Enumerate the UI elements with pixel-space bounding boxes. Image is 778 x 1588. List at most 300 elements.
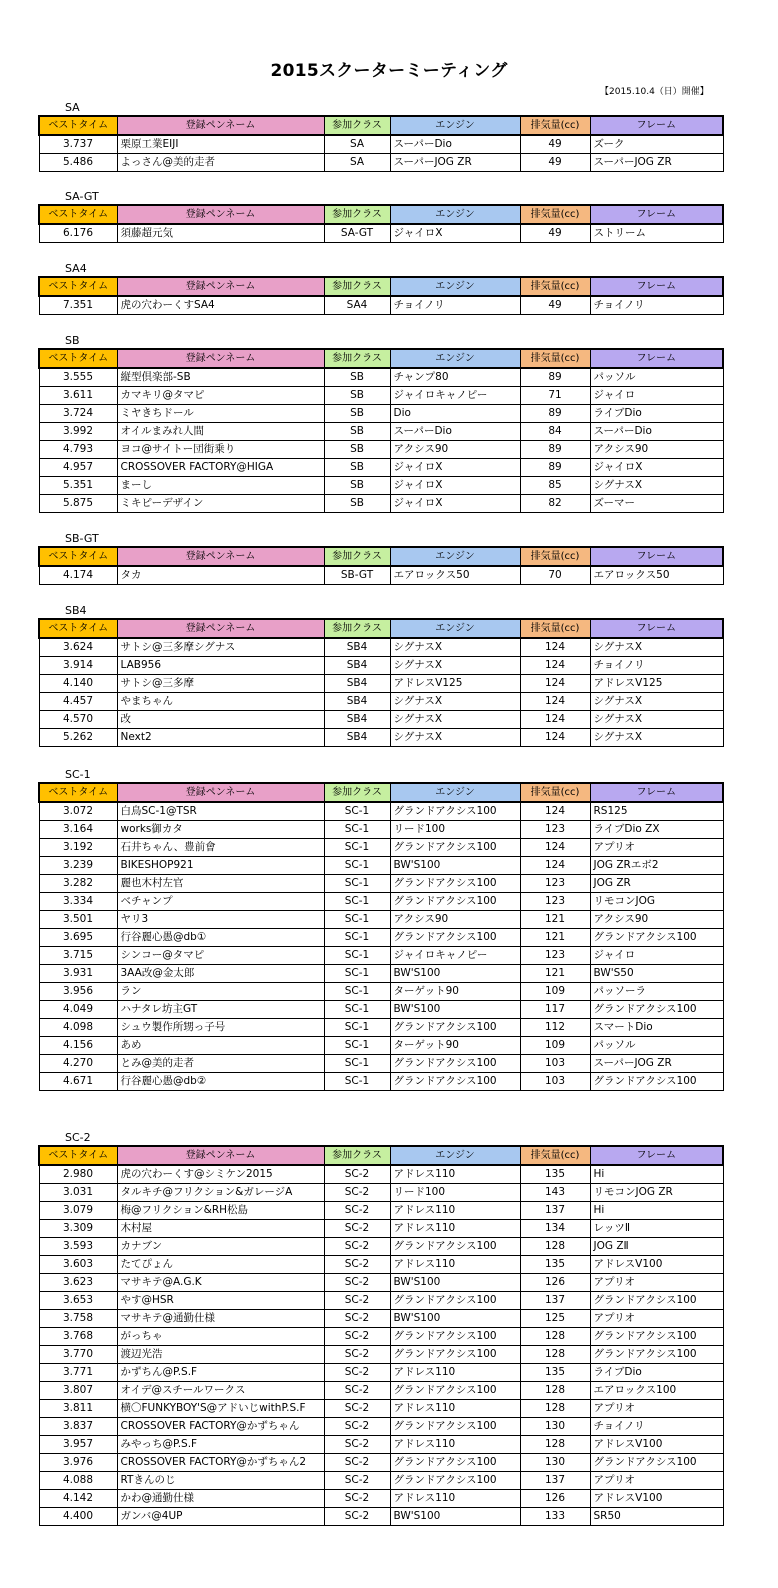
cell-displacement: 124 bbox=[520, 802, 590, 821]
cell-displacement: 125 bbox=[520, 1310, 590, 1328]
table-row bbox=[39, 1472, 723, 1490]
cell-engine: シグナスX bbox=[390, 638, 520, 657]
table-row bbox=[39, 1382, 723, 1400]
results-table bbox=[38, 618, 724, 747]
cell-displacement: 70 bbox=[520, 566, 590, 585]
table-row bbox=[39, 1454, 723, 1472]
table-row bbox=[39, 675, 723, 693]
cell-engine: Dio bbox=[390, 405, 520, 423]
cell-best-time: 3.603 bbox=[39, 1256, 117, 1274]
cell-frame: アドレスV100 bbox=[590, 1436, 723, 1454]
column-header-class: 参加クラス bbox=[324, 349, 390, 368]
section-title: SC-2 bbox=[65, 1131, 91, 1144]
cell-best-time: 7.351 bbox=[39, 296, 117, 315]
results-table bbox=[38, 782, 724, 1091]
class-section bbox=[38, 1130, 722, 1526]
cell-engine: ジャイロキャノピー bbox=[390, 947, 520, 965]
column-header-class: 参加クラス bbox=[324, 547, 390, 566]
cell-best-time: 3.811 bbox=[39, 1400, 117, 1418]
cell-class: SC-2 bbox=[324, 1274, 390, 1292]
cell-pen-name: 横〇FUNKYBOY'S@アドいじwithP.S.F bbox=[117, 1400, 324, 1418]
cell-class: SC-1 bbox=[324, 839, 390, 857]
cell-best-time: 4.793 bbox=[39, 441, 117, 459]
cell-displacement: 128 bbox=[520, 1382, 590, 1400]
cell-best-time: 4.457 bbox=[39, 693, 117, 711]
cell-displacement: 117 bbox=[520, 1001, 590, 1019]
cell-class: SC-1 bbox=[324, 911, 390, 929]
cell-displacement: 130 bbox=[520, 1454, 590, 1472]
table-row bbox=[39, 1220, 723, 1238]
cell-best-time: 4.174 bbox=[39, 566, 117, 585]
cell-displacement: 137 bbox=[520, 1292, 590, 1310]
column-header-pen-name: 登録ペンネーム bbox=[117, 116, 324, 135]
cell-best-time: 3.837 bbox=[39, 1418, 117, 1436]
cell-frame: アプリオ bbox=[590, 839, 723, 857]
section-title: SA4 bbox=[65, 262, 87, 275]
cell-engine: アドレスV125 bbox=[390, 675, 520, 693]
cell-engine: グランドアクシス100 bbox=[390, 875, 520, 893]
cell-best-time: 3.079 bbox=[39, 1202, 117, 1220]
table-row bbox=[39, 1037, 723, 1055]
column-header-displacement: 排気量(cc) bbox=[520, 783, 590, 802]
cell-frame: アプリオ bbox=[590, 1472, 723, 1490]
cell-class: SC-2 bbox=[324, 1220, 390, 1238]
cell-class: SA bbox=[324, 154, 390, 172]
cell-frame: グランドアクシス100 bbox=[590, 1073, 723, 1091]
cell-best-time: 4.270 bbox=[39, 1055, 117, 1073]
column-header-frame: フレーム bbox=[590, 349, 723, 368]
cell-class: SC-1 bbox=[324, 929, 390, 947]
cell-displacement: 137 bbox=[520, 1472, 590, 1490]
cell-displacement: 124 bbox=[520, 693, 590, 711]
cell-best-time: 3.807 bbox=[39, 1382, 117, 1400]
cell-frame: チョイノリ bbox=[590, 296, 723, 315]
column-header-frame: フレーム bbox=[590, 205, 723, 224]
cell-displacement: 128 bbox=[520, 1400, 590, 1418]
cell-class: SC-2 bbox=[324, 1292, 390, 1310]
cell-displacement: 137 bbox=[520, 1202, 590, 1220]
cell-best-time: 5.875 bbox=[39, 495, 117, 513]
cell-class: SB4 bbox=[324, 638, 390, 657]
cell-frame: JOG ZR bbox=[590, 875, 723, 893]
column-header-displacement: 排気量(cc) bbox=[520, 349, 590, 368]
cell-class: SC-2 bbox=[324, 1508, 390, 1526]
cell-engine: アドレス110 bbox=[390, 1256, 520, 1274]
results-table bbox=[38, 348, 724, 513]
cell-class: SC-2 bbox=[324, 1382, 390, 1400]
table-row bbox=[39, 387, 723, 405]
cell-class: SC-1 bbox=[324, 1055, 390, 1073]
cell-best-time: 4.140 bbox=[39, 675, 117, 693]
cell-pen-name: 改 bbox=[117, 711, 324, 729]
column-header-best-time: ベストタイム bbox=[39, 116, 117, 135]
table-row bbox=[39, 893, 723, 911]
cell-displacement: 112 bbox=[520, 1019, 590, 1037]
cell-frame: グランドアクシス100 bbox=[590, 1454, 723, 1472]
cell-best-time: 4.049 bbox=[39, 1001, 117, 1019]
cell-engine: グランドアクシス100 bbox=[390, 839, 520, 857]
cell-best-time: 3.715 bbox=[39, 947, 117, 965]
column-header-displacement: 排気量(cc) bbox=[520, 205, 590, 224]
header-row bbox=[39, 349, 723, 368]
cell-pen-name: 縦型倶楽部-SB bbox=[117, 368, 324, 387]
cell-engine: シグナスX bbox=[390, 729, 520, 747]
column-header-class: 参加クラス bbox=[324, 277, 390, 296]
cell-engine: ジャイロX bbox=[390, 495, 520, 513]
cell-pen-name: サトシ@三多摩 bbox=[117, 675, 324, 693]
cell-class: SC-2 bbox=[324, 1328, 390, 1346]
table-row bbox=[39, 911, 723, 929]
cell-frame: チョイノリ bbox=[590, 1418, 723, 1436]
cell-pen-name: RTきんのじ bbox=[117, 1472, 324, 1490]
column-header-pen-name: 登録ペンネーム bbox=[117, 277, 324, 296]
cell-class: SC-2 bbox=[324, 1364, 390, 1382]
header-row bbox=[39, 277, 723, 296]
column-header-frame: フレーム bbox=[590, 783, 723, 802]
cell-best-time: 3.334 bbox=[39, 893, 117, 911]
cell-displacement: 123 bbox=[520, 893, 590, 911]
cell-class: SA-GT bbox=[324, 224, 390, 243]
cell-pen-name: マサキテ@A.G.K bbox=[117, 1274, 324, 1292]
cell-frame: パッソル bbox=[590, 368, 723, 387]
results-table bbox=[38, 115, 724, 172]
cell-displacement: 124 bbox=[520, 675, 590, 693]
cell-class: SC-2 bbox=[324, 1238, 390, 1256]
cell-engine: グランドアクシス100 bbox=[390, 929, 520, 947]
cell-best-time: 3.768 bbox=[39, 1328, 117, 1346]
table-row bbox=[39, 729, 723, 747]
cell-pen-name: 3AA改@金太郎 bbox=[117, 965, 324, 983]
cell-engine: リード100 bbox=[390, 821, 520, 839]
cell-class: SC-1 bbox=[324, 857, 390, 875]
cell-engine: アクシス90 bbox=[390, 441, 520, 459]
cell-class: SC-2 bbox=[324, 1346, 390, 1364]
cell-frame: アプリオ bbox=[590, 1310, 723, 1328]
cell-class: SC-2 bbox=[324, 1454, 390, 1472]
cell-class: SB bbox=[324, 387, 390, 405]
table-row bbox=[39, 296, 723, 315]
table-row bbox=[39, 1292, 723, 1310]
table-row bbox=[39, 368, 723, 387]
cell-class: SB4 bbox=[324, 711, 390, 729]
cell-best-time: 3.956 bbox=[39, 983, 117, 1001]
table-row bbox=[39, 947, 723, 965]
cell-pen-name: タカ bbox=[117, 566, 324, 585]
cell-displacement: 103 bbox=[520, 1073, 590, 1091]
cell-frame: エアロックス100 bbox=[590, 1382, 723, 1400]
cell-engine: エアロックス50 bbox=[390, 566, 520, 585]
cell-pen-name: まーし bbox=[117, 477, 324, 495]
cell-engine: アドレス110 bbox=[390, 1400, 520, 1418]
cell-engine: アドレス110 bbox=[390, 1490, 520, 1508]
table-row bbox=[39, 1256, 723, 1274]
table-row bbox=[39, 1001, 723, 1019]
cell-frame: ズーク bbox=[590, 135, 723, 154]
cell-engine: ジャイロX bbox=[390, 459, 520, 477]
cell-best-time: 3.192 bbox=[39, 839, 117, 857]
cell-pen-name: ミヤきちドール bbox=[117, 405, 324, 423]
column-header-displacement: 排気量(cc) bbox=[520, 547, 590, 566]
column-header-engine: エンジン bbox=[390, 783, 520, 802]
column-header-displacement: 排気量(cc) bbox=[520, 619, 590, 638]
results-table bbox=[38, 276, 724, 315]
cell-frame: アプリオ bbox=[590, 1274, 723, 1292]
cell-frame: ライブDio bbox=[590, 405, 723, 423]
cell-pen-name: 行谷麗心愚@db② bbox=[117, 1073, 324, 1091]
cell-displacement: 126 bbox=[520, 1274, 590, 1292]
column-header-engine: エンジン bbox=[390, 547, 520, 566]
table-row bbox=[39, 1202, 723, 1220]
cell-pen-name: CROSSOVER FACTORY@かずちゃん2 bbox=[117, 1454, 324, 1472]
cell-class: SC-2 bbox=[324, 1310, 390, 1328]
class-section bbox=[38, 333, 722, 513]
cell-class: SB bbox=[324, 405, 390, 423]
cell-pen-name: かずちん@P.S.F bbox=[117, 1364, 324, 1382]
header-row bbox=[39, 619, 723, 638]
cell-class: SC-2 bbox=[324, 1165, 390, 1184]
cell-frame: チョイノリ bbox=[590, 657, 723, 675]
column-header-class: 参加クラス bbox=[324, 1146, 390, 1165]
cell-displacement: 89 bbox=[520, 368, 590, 387]
column-header-engine: エンジン bbox=[390, 205, 520, 224]
cell-frame: ズーマー bbox=[590, 495, 723, 513]
table-row bbox=[39, 711, 723, 729]
cell-pen-name: 渡辺光浩 bbox=[117, 1346, 324, 1364]
cell-frame: グランドアクシス100 bbox=[590, 1346, 723, 1364]
table-row bbox=[39, 459, 723, 477]
cell-displacement: 124 bbox=[520, 729, 590, 747]
cell-displacement: 49 bbox=[520, 224, 590, 243]
cell-frame: スーパーJOG ZR bbox=[590, 154, 723, 172]
column-header-best-time: ベストタイム bbox=[39, 277, 117, 296]
cell-pen-name: 麗也木村左官 bbox=[117, 875, 324, 893]
cell-pen-name: よっさん@美的走者 bbox=[117, 154, 324, 172]
cell-pen-name: BIKESHOP921 bbox=[117, 857, 324, 875]
cell-engine: チャンプ80 bbox=[390, 368, 520, 387]
cell-class: SB4 bbox=[324, 675, 390, 693]
cell-best-time: 3.770 bbox=[39, 1346, 117, 1364]
cell-class: SB bbox=[324, 477, 390, 495]
cell-pen-name: サトシ@三多摩シグナス bbox=[117, 638, 324, 657]
cell-frame: SR50 bbox=[590, 1508, 723, 1526]
table-row bbox=[39, 1490, 723, 1508]
cell-best-time: 3.611 bbox=[39, 387, 117, 405]
table-row bbox=[39, 821, 723, 839]
cell-frame: アクシス90 bbox=[590, 911, 723, 929]
cell-frame: RS125 bbox=[590, 802, 723, 821]
cell-pen-name: Next2 bbox=[117, 729, 324, 747]
cell-pen-name: ベチャンプ bbox=[117, 893, 324, 911]
cell-displacement: 121 bbox=[520, 911, 590, 929]
column-header-displacement: 排気量(cc) bbox=[520, 116, 590, 135]
table-row bbox=[39, 1346, 723, 1364]
cell-displacement: 135 bbox=[520, 1165, 590, 1184]
cell-engine: BW'S100 bbox=[390, 1274, 520, 1292]
cell-pen-name: ミキピーデザイン bbox=[117, 495, 324, 513]
cell-engine: BW'S100 bbox=[390, 857, 520, 875]
page-title: 2015スクーターミーティング bbox=[270, 61, 508, 81]
cell-pen-name: 石井ちゃん、豊前會 bbox=[117, 839, 324, 857]
cell-engine: グランドアクシス100 bbox=[390, 1055, 520, 1073]
table-row bbox=[39, 1436, 723, 1454]
cell-engine: アクシス90 bbox=[390, 911, 520, 929]
column-header-engine: エンジン bbox=[390, 1146, 520, 1165]
cell-displacement: 49 bbox=[520, 135, 590, 154]
column-header-displacement: 排気量(cc) bbox=[520, 1146, 590, 1165]
cell-displacement: 103 bbox=[520, 1055, 590, 1073]
cell-frame: リモコンJOG ZR bbox=[590, 1184, 723, 1202]
table-row bbox=[39, 423, 723, 441]
cell-engine: スーパーDio bbox=[390, 423, 520, 441]
table-row bbox=[39, 802, 723, 821]
cell-pen-name: 虎の穴わーくす@シミケン2015 bbox=[117, 1165, 324, 1184]
cell-frame: Hi bbox=[590, 1165, 723, 1184]
table-row bbox=[39, 1184, 723, 1202]
cell-pen-name: 栗原工業EIJI bbox=[117, 135, 324, 154]
class-section bbox=[38, 189, 722, 243]
cell-pen-name: ガンバ@4UP bbox=[117, 1508, 324, 1526]
table-row bbox=[39, 857, 723, 875]
column-header-engine: エンジン bbox=[390, 116, 520, 135]
header-row bbox=[39, 205, 723, 224]
cell-best-time: 3.282 bbox=[39, 875, 117, 893]
cell-class: SC-2 bbox=[324, 1256, 390, 1274]
column-header-frame: フレーム bbox=[590, 116, 723, 135]
cell-displacement: 135 bbox=[520, 1256, 590, 1274]
table-row bbox=[39, 1418, 723, 1436]
cell-pen-name: works御カタ bbox=[117, 821, 324, 839]
cell-frame: アプリオ bbox=[590, 1400, 723, 1418]
cell-engine: アドレス110 bbox=[390, 1364, 520, 1382]
cell-frame: アドレスV125 bbox=[590, 675, 723, 693]
cell-class: SC-2 bbox=[324, 1472, 390, 1490]
cell-frame: シグナスX bbox=[590, 477, 723, 495]
cell-frame: ストリーム bbox=[590, 224, 723, 243]
column-header-class: 参加クラス bbox=[324, 619, 390, 638]
cell-displacement: 134 bbox=[520, 1220, 590, 1238]
results-table bbox=[38, 1145, 724, 1526]
cell-class: SC-1 bbox=[324, 802, 390, 821]
cell-class: SB bbox=[324, 368, 390, 387]
cell-displacement: 49 bbox=[520, 154, 590, 172]
cell-class: SC-2 bbox=[324, 1418, 390, 1436]
cell-pen-name: 虎の穴わーくすSA4 bbox=[117, 296, 324, 315]
results-table bbox=[38, 546, 724, 585]
table-row bbox=[39, 405, 723, 423]
cell-displacement: 135 bbox=[520, 1364, 590, 1382]
cell-displacement: 82 bbox=[520, 495, 590, 513]
cell-frame: アドレスV100 bbox=[590, 1490, 723, 1508]
cell-displacement: 89 bbox=[520, 459, 590, 477]
table-row bbox=[39, 1165, 723, 1184]
cell-engine: グランドアクシス100 bbox=[390, 1019, 520, 1037]
cell-frame: ライブDio ZX bbox=[590, 821, 723, 839]
cell-best-time: 3.653 bbox=[39, 1292, 117, 1310]
table-row bbox=[39, 477, 723, 495]
cell-displacement: 128 bbox=[520, 1328, 590, 1346]
cell-class: SC-1 bbox=[324, 983, 390, 1001]
column-header-pen-name: 登録ペンネーム bbox=[117, 783, 324, 802]
table-row bbox=[39, 135, 723, 154]
cell-class: SA bbox=[324, 135, 390, 154]
cell-displacement: 126 bbox=[520, 1490, 590, 1508]
cell-pen-name: 梅@フリクション&RH松島 bbox=[117, 1202, 324, 1220]
table-row bbox=[39, 965, 723, 983]
cell-best-time: 4.098 bbox=[39, 1019, 117, 1037]
table-row bbox=[39, 441, 723, 459]
cell-engine: グランドアクシス100 bbox=[390, 1073, 520, 1091]
table-row bbox=[39, 1274, 723, 1292]
column-header-pen-name: 登録ペンネーム bbox=[117, 619, 324, 638]
cell-frame: Hi bbox=[590, 1202, 723, 1220]
cell-displacement: 89 bbox=[520, 441, 590, 459]
cell-engine: グランドアクシス100 bbox=[390, 802, 520, 821]
cell-best-time: 3.164 bbox=[39, 821, 117, 839]
cell-frame: グランドアクシス100 bbox=[590, 1328, 723, 1346]
event-date: 【2015.10.4（日）開催】 bbox=[600, 87, 709, 97]
cell-best-time: 3.992 bbox=[39, 423, 117, 441]
cell-engine: ジャイロキャノピー bbox=[390, 387, 520, 405]
table-row bbox=[39, 1055, 723, 1073]
section-title: SC-1 bbox=[65, 768, 91, 781]
cell-frame: パッソーラ bbox=[590, 983, 723, 1001]
cell-frame: JOG ZRエボ2 bbox=[590, 857, 723, 875]
cell-class: SC-1 bbox=[324, 875, 390, 893]
cell-displacement: 85 bbox=[520, 477, 590, 495]
cell-class: SB4 bbox=[324, 693, 390, 711]
table-row bbox=[39, 929, 723, 947]
section-title: SA bbox=[65, 101, 80, 114]
cell-pen-name: ラン bbox=[117, 983, 324, 1001]
cell-pen-name: たてぴょん bbox=[117, 1256, 324, 1274]
cell-engine: グランドアクシス100 bbox=[390, 1328, 520, 1346]
cell-engine: アドレス110 bbox=[390, 1165, 520, 1184]
cell-engine: BW'S100 bbox=[390, 1310, 520, 1328]
column-header-frame: フレーム bbox=[590, 619, 723, 638]
cell-class: SC-1 bbox=[324, 1001, 390, 1019]
table-row bbox=[39, 1019, 723, 1037]
table-row bbox=[39, 154, 723, 172]
column-header-pen-name: 登録ペンネーム bbox=[117, 205, 324, 224]
cell-pen-name: 須藤超元気 bbox=[117, 224, 324, 243]
class-section bbox=[38, 261, 722, 315]
cell-engine: グランドアクシス100 bbox=[390, 1418, 520, 1436]
cell-displacement: 71 bbox=[520, 387, 590, 405]
column-header-pen-name: 登録ペンネーム bbox=[117, 1146, 324, 1165]
cell-best-time: 3.976 bbox=[39, 1454, 117, 1472]
cell-displacement: 123 bbox=[520, 947, 590, 965]
cell-best-time: 5.486 bbox=[39, 154, 117, 172]
column-header-best-time: ベストタイム bbox=[39, 349, 117, 368]
cell-class: SC-2 bbox=[324, 1202, 390, 1220]
cell-class: SB4 bbox=[324, 729, 390, 747]
cell-best-time: 4.088 bbox=[39, 1472, 117, 1490]
cell-engine: シグナスX bbox=[390, 711, 520, 729]
table-row bbox=[39, 1310, 723, 1328]
cell-pen-name: とみ@美的走者 bbox=[117, 1055, 324, 1073]
table-row bbox=[39, 983, 723, 1001]
cell-pen-name: 木村屋 bbox=[117, 1220, 324, 1238]
cell-engine: リード100 bbox=[390, 1184, 520, 1202]
cell-displacement: 130 bbox=[520, 1418, 590, 1436]
column-header-class: 参加クラス bbox=[324, 205, 390, 224]
cell-displacement: 121 bbox=[520, 965, 590, 983]
cell-frame: スマートDio bbox=[590, 1019, 723, 1037]
table-row bbox=[39, 875, 723, 893]
section-title: SB-GT bbox=[65, 532, 99, 545]
cell-best-time: 3.931 bbox=[39, 965, 117, 983]
cell-engine: ターゲット90 bbox=[390, 1037, 520, 1055]
